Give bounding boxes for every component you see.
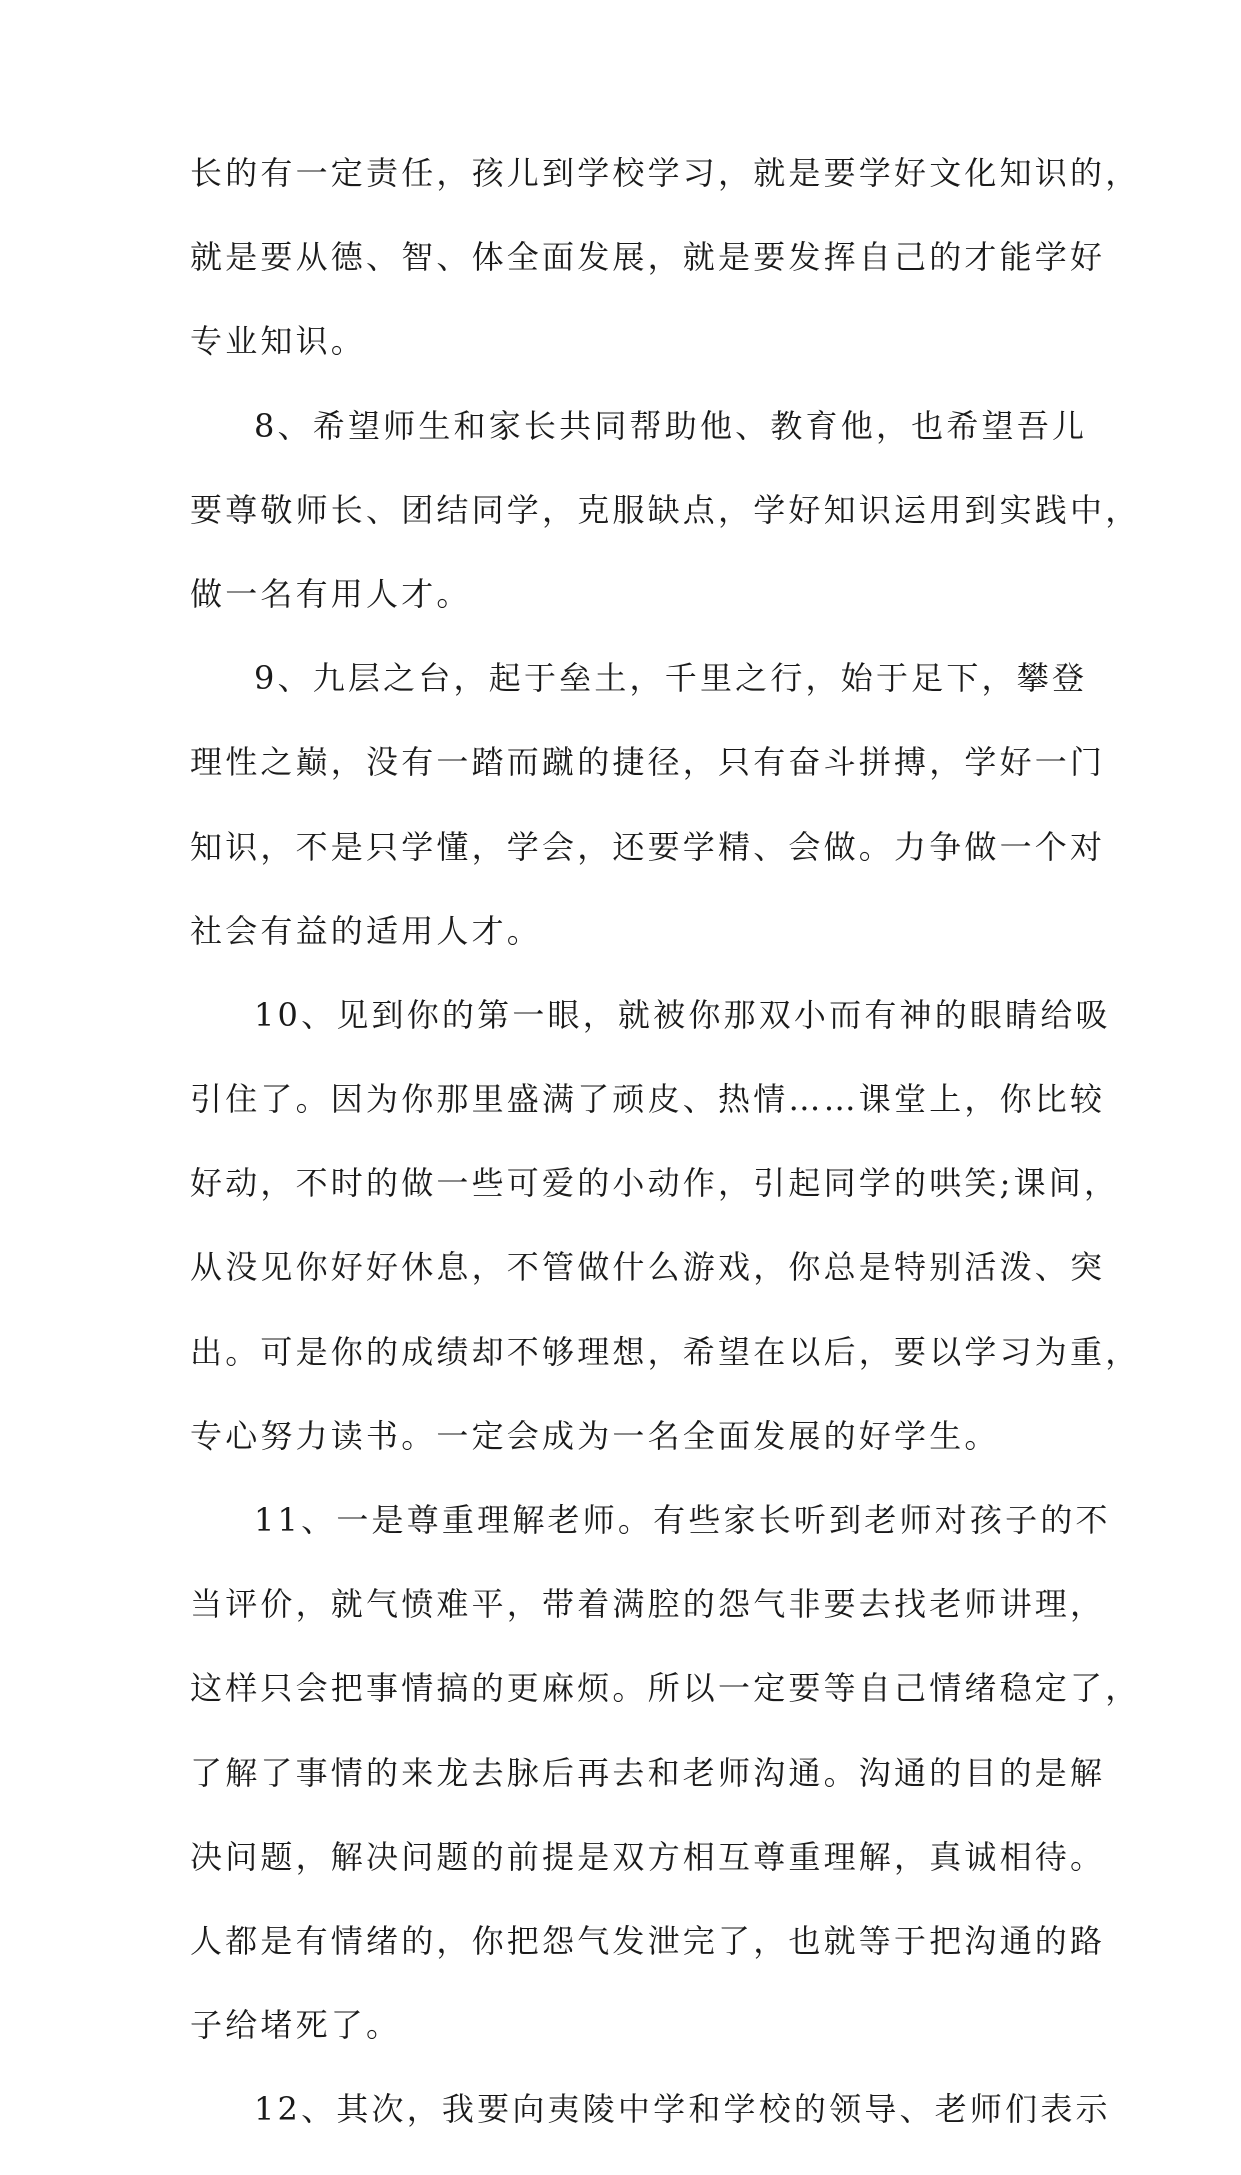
text-line: 决问题，解决问题的前提是双方相互尊重理解，真诚相待。 bbox=[190, 1837, 1106, 1876]
text-line: 知识，不是只学懂，学会，还要学精、会做。力争做一个对 bbox=[190, 827, 1106, 866]
paragraph-start-12: 12、其次，我要向夷陵中学和学校的领导、老师们表示 bbox=[254, 2090, 1111, 2129]
text-line: 子给堵死了。 bbox=[190, 2006, 402, 2045]
text-line: 当评价，就气愤难平，带着满腔的怨气非要去找老师讲理， bbox=[190, 1585, 1106, 1624]
paragraph-start-10: 10、见到你的第一眼，就被你那双小而有神的眼睛给吸 bbox=[254, 995, 1111, 1034]
text-line: 好动，不时的做一些可爱的小动作，引起同学的哄笑;课间， bbox=[190, 1164, 1120, 1203]
text-line: 这样只会把事情搞的更麻烦。所以一定要等自己情绪稳定了， bbox=[190, 1669, 1141, 1708]
text-line: 专心努力读书。一定会成为一名全面发展的好学生。 bbox=[190, 1416, 1000, 1455]
text-line: 出。可是你的成绩却不够理想，希望在以后，要以学习为重， bbox=[190, 1332, 1141, 1371]
text-line: 要尊敬师长、团结同学，克服缺点，学好知识运用到实践中， bbox=[190, 490, 1141, 529]
paragraph-start-8: 8、希望师生和家长共同帮助他、教育他，也希望吾儿 bbox=[254, 406, 1088, 445]
paragraph-start-11: 11、一是尊重理解老师。有些家长听到老师对孩子的不 bbox=[254, 1501, 1111, 1539]
text-line: 社会有益的适用人才。 bbox=[190, 911, 543, 950]
text-line: 做一名有用人才。 bbox=[190, 574, 472, 613]
text-line: 了解了事情的来龙去脉后再去和老师沟通。沟通的目的是解 bbox=[190, 1753, 1106, 1792]
text-line: 长的有一定责任，孩儿到学校学习，就是要学好文化知识的， bbox=[190, 154, 1141, 192]
document-body bbox=[190, 154, 1141, 2175]
text-line: 专业知识。 bbox=[190, 322, 367, 361]
text-line: 理性之巅，没有一踏而蹴的捷径，只有奋斗拼搏，学好一门 bbox=[190, 743, 1106, 782]
text-line: 就是要从德、智、体全面发展，就是要发挥自己的才能学好 bbox=[190, 238, 1106, 277]
paragraph-start-9: 9、九层之台，起于垒土，千里之行，始于足下，攀登 bbox=[254, 659, 1088, 698]
text-line: 从没见你好好休息，不管做什么游戏，你总是特别活泼、突 bbox=[190, 1248, 1106, 1287]
text-line: 引住了。因为你那里盛满了顽皮、热情……课堂上，你比较 bbox=[190, 1080, 1106, 1119]
text-line: 人都是有情绪的，你把怨气发泄完了，也就等于把沟通的路 bbox=[190, 1921, 1106, 1960]
